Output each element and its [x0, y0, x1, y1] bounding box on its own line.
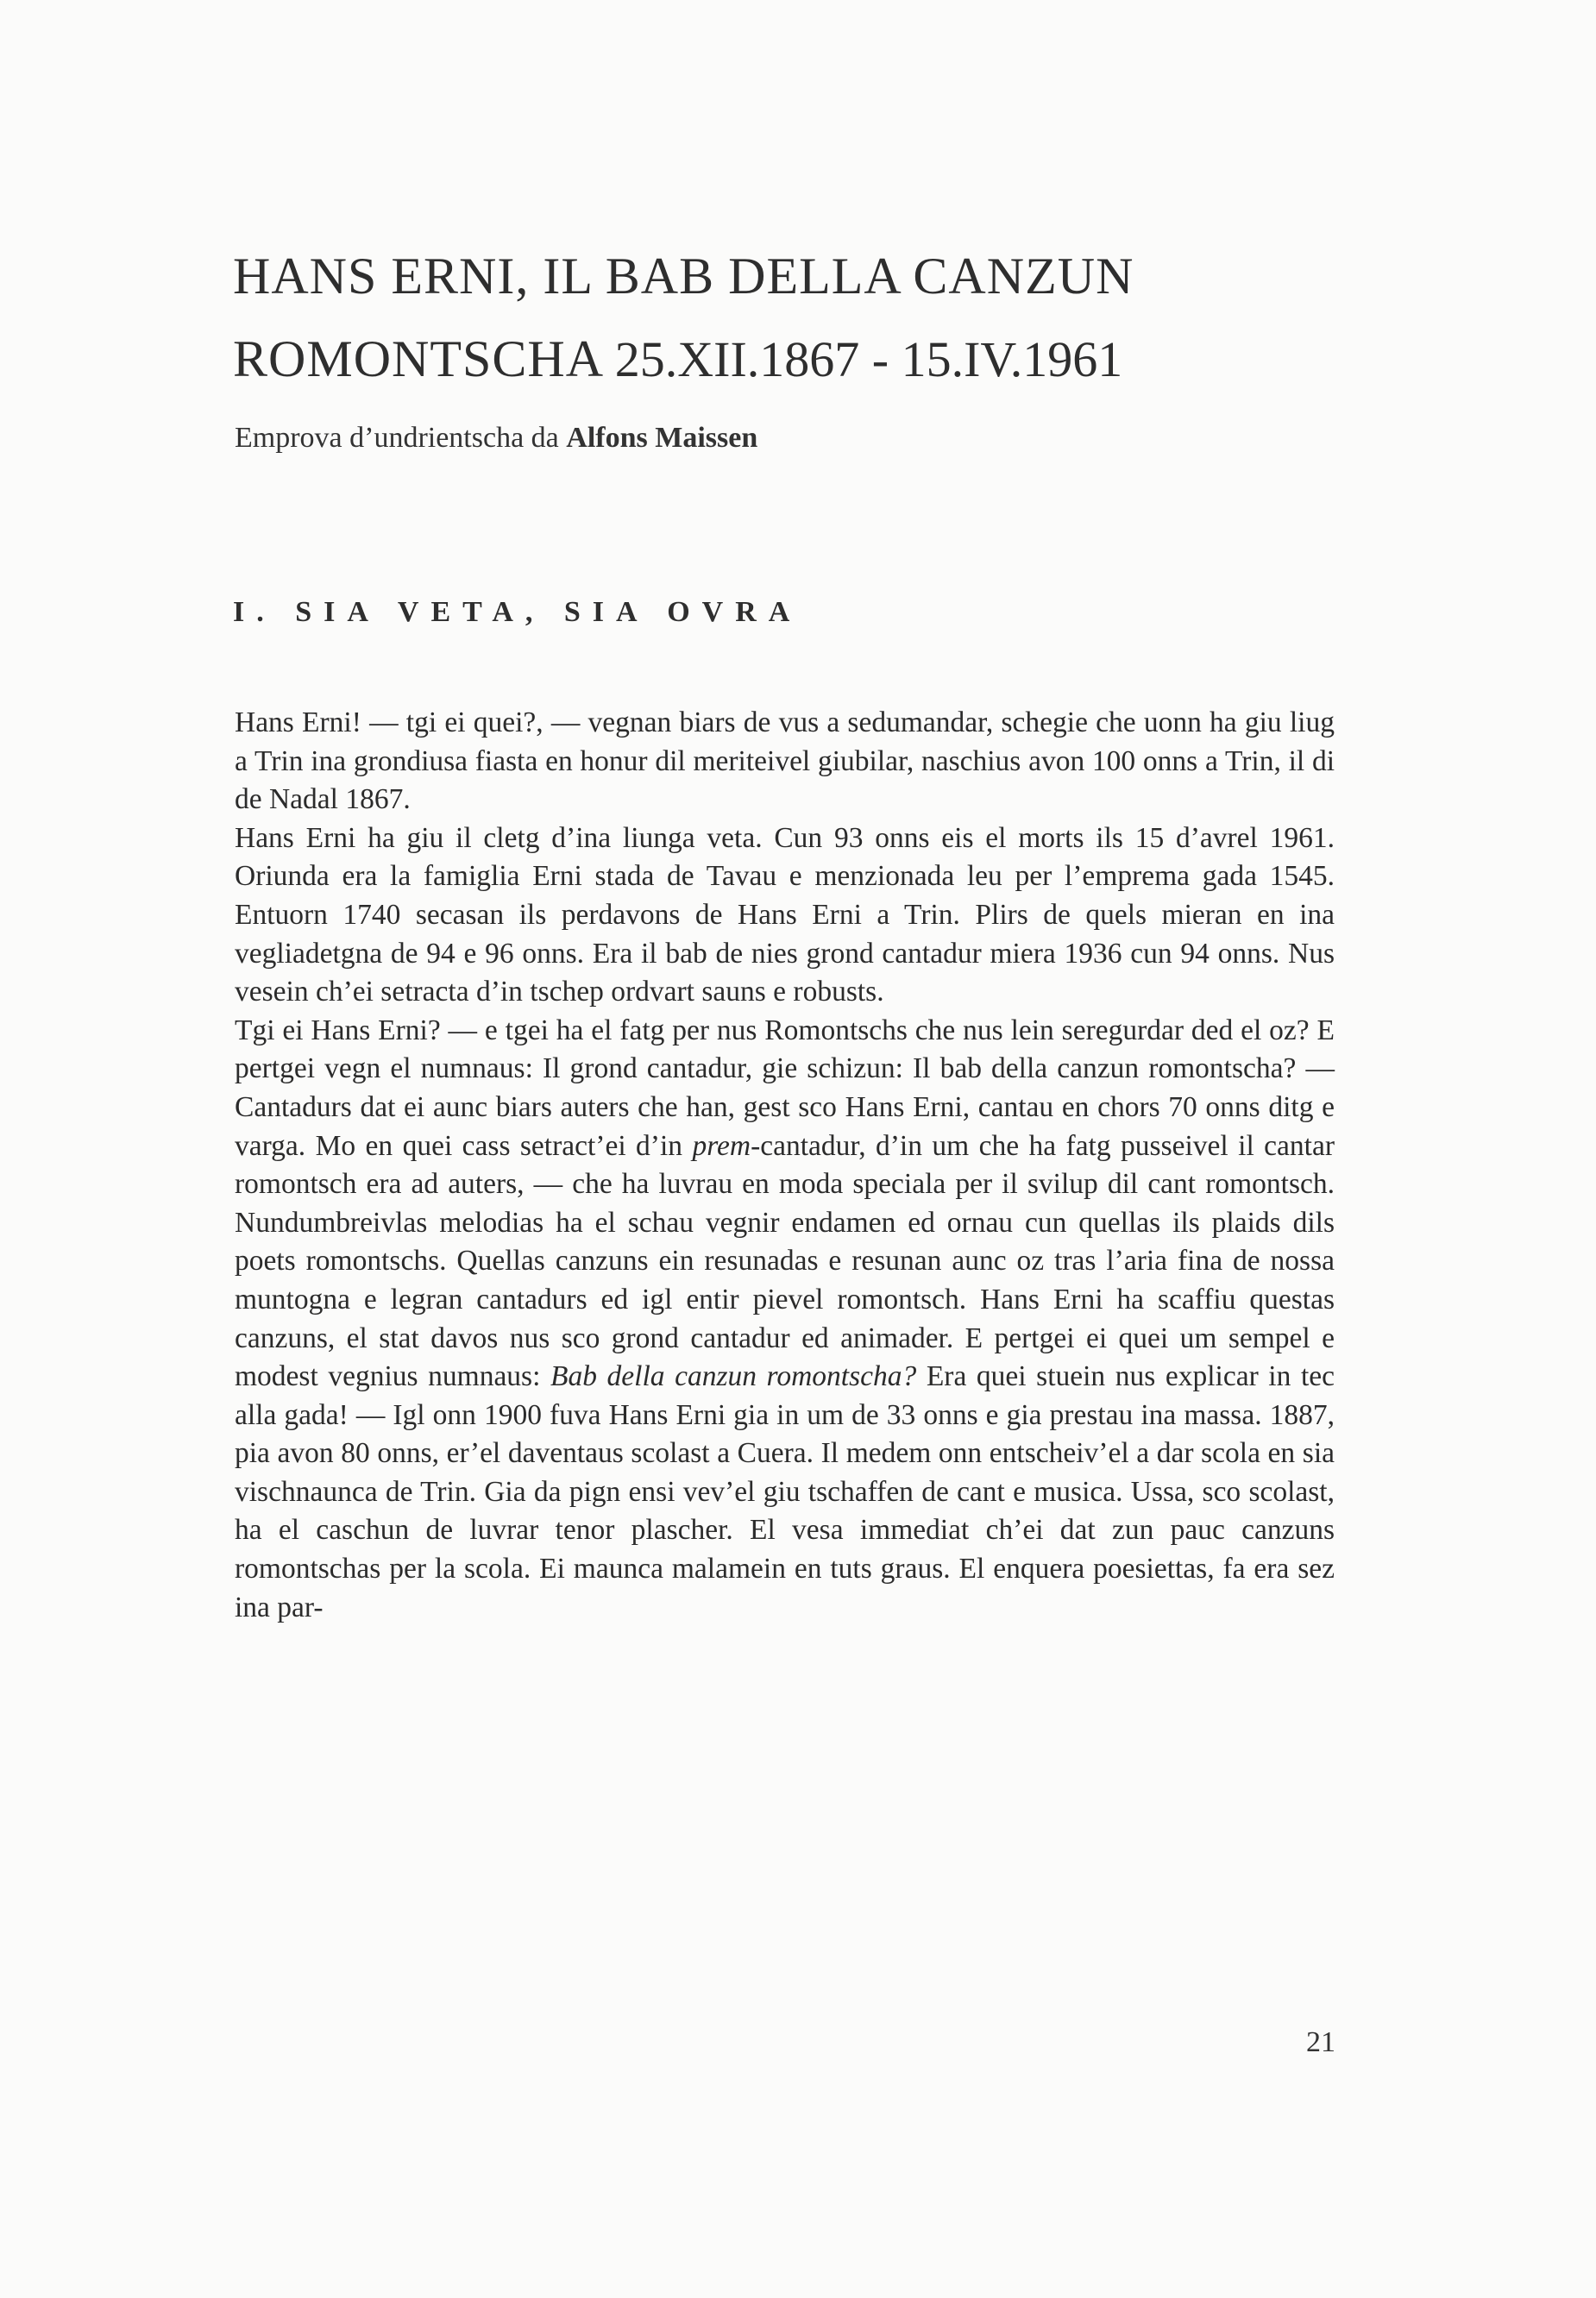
- paragraph-2: Hans Erni ha giu il cletg d’ina liunga veta. Cun 93 onns eis el morts ils 15 d’avrel 1961. Oriunda era la famiglia Erni stada de Tavau e menzionada leu per l’emprema gada 1545. Entuorn 1740 secasan ils perdavons de Hans Erni a Trin. Plirs de quels mieran en ina vegliadetgna de 94 e 96 onns. Era il bab de nies grond cantadur miera 1936 cun 94 onns. Nus vesein ch’ei setracta d’in tschep ordvart sauns e robusts.: [235, 821, 1335, 1008]
- paragraph-3-emphasis-prem: prem: [692, 1129, 751, 1162]
- article-title: [233, 235, 1372, 401]
- title-line-1: HANS ERNI, IL BAB DELLA CANZUN: [233, 248, 1134, 305]
- title-dates: 25.XII.1867 - 15.IV.1961: [614, 331, 1123, 387]
- section-heading: I. SIA VETA, SIA OVRA: [233, 596, 802, 628]
- subtitle-text: Emprova d’undrientscha da: [235, 422, 559, 454]
- paragraph-3: [235, 1012, 1335, 1628]
- author-name: Alfons Maissen: [566, 422, 758, 454]
- paragraph-3-part-1: Tgi ei Hans Erni? — e tgei ha el fatg per nus Romontschs che nus lein seregurdar ded el oz? E pertgei vegn el numnaus: Il grond cantadur, gie schizun: Il bab della canzun romontscha? — Cantadurs dat ei aunc biars auters che han, gest sco Hans Erni, cantau en chors 70 onns ditg e varga. Mo en quei cass setract’ei d’in: [235, 1014, 1335, 1162]
- article-subtitle: [235, 419, 757, 457]
- paragraph-3-part-3: Era quei stuein nus explicar in tec alla gada! — Igl onn 1900 fuva Hans Erni gia in um de 33 onns e gia prestau ina massa. 1887, pia avon 80 onns, er’el daventaus scolast a Cuera. Il medem onn entscheiv’el a dar scola en sia vischnaunca de Trin. Gia da pign ensi vev’el giu tschaffen de cant e musica. Ussa, sco scolast, ha el caschun de luvrar tenor plascher. El vesa immediat ch’ei dat zun pauc canzuns romontschas per la scola. Ei maunca malamein en tuts graus. El enquera poesiettas, fa era sez ina par-: [235, 1360, 1335, 1623]
- paragraph-3-part-2: -cantadur, d’in um che ha fatg pusseivel il cantar romontsch era ad auters, — che ha luvrau en moda speciala per il svilup dil cant romontsch. Nundumbreivlas melodias ha el schau vegnir endamen ed ornau cun quellas ils plaids dils poets romontschs. Quellas canzuns ein resunadas e resunan aunc oz tras l’aria fina de nossa muntogna e legran cantadurs ed igl entir pievel romontsch. Hans Erni ha scaffiu questas canzuns, el stat davos nus sco grond cantadur ed animader. E pertgei ei quei um sempel e modest vegnius numnaus:: [235, 1129, 1335, 1393]
- title-line-2: [233, 317, 1372, 401]
- title-line-2-text: ROMONTSCHA: [233, 330, 601, 387]
- article-body: [235, 704, 1335, 1627]
- paragraph-3-emphasis-title: Bab della canzun romontscha?: [550, 1360, 917, 1393]
- page-number: 21: [1306, 2026, 1335, 2058]
- paragraph-1: Hans Erni! — tgi ei quei?, — vegnan biars de vus a sedumandar, schegie che uonn ha giu liug a Trin ina grondiusa fiasta en honur dil meriteivel giubilar, naschius avon 100 onns a Trin, il di de Nadal 1867.: [235, 706, 1335, 816]
